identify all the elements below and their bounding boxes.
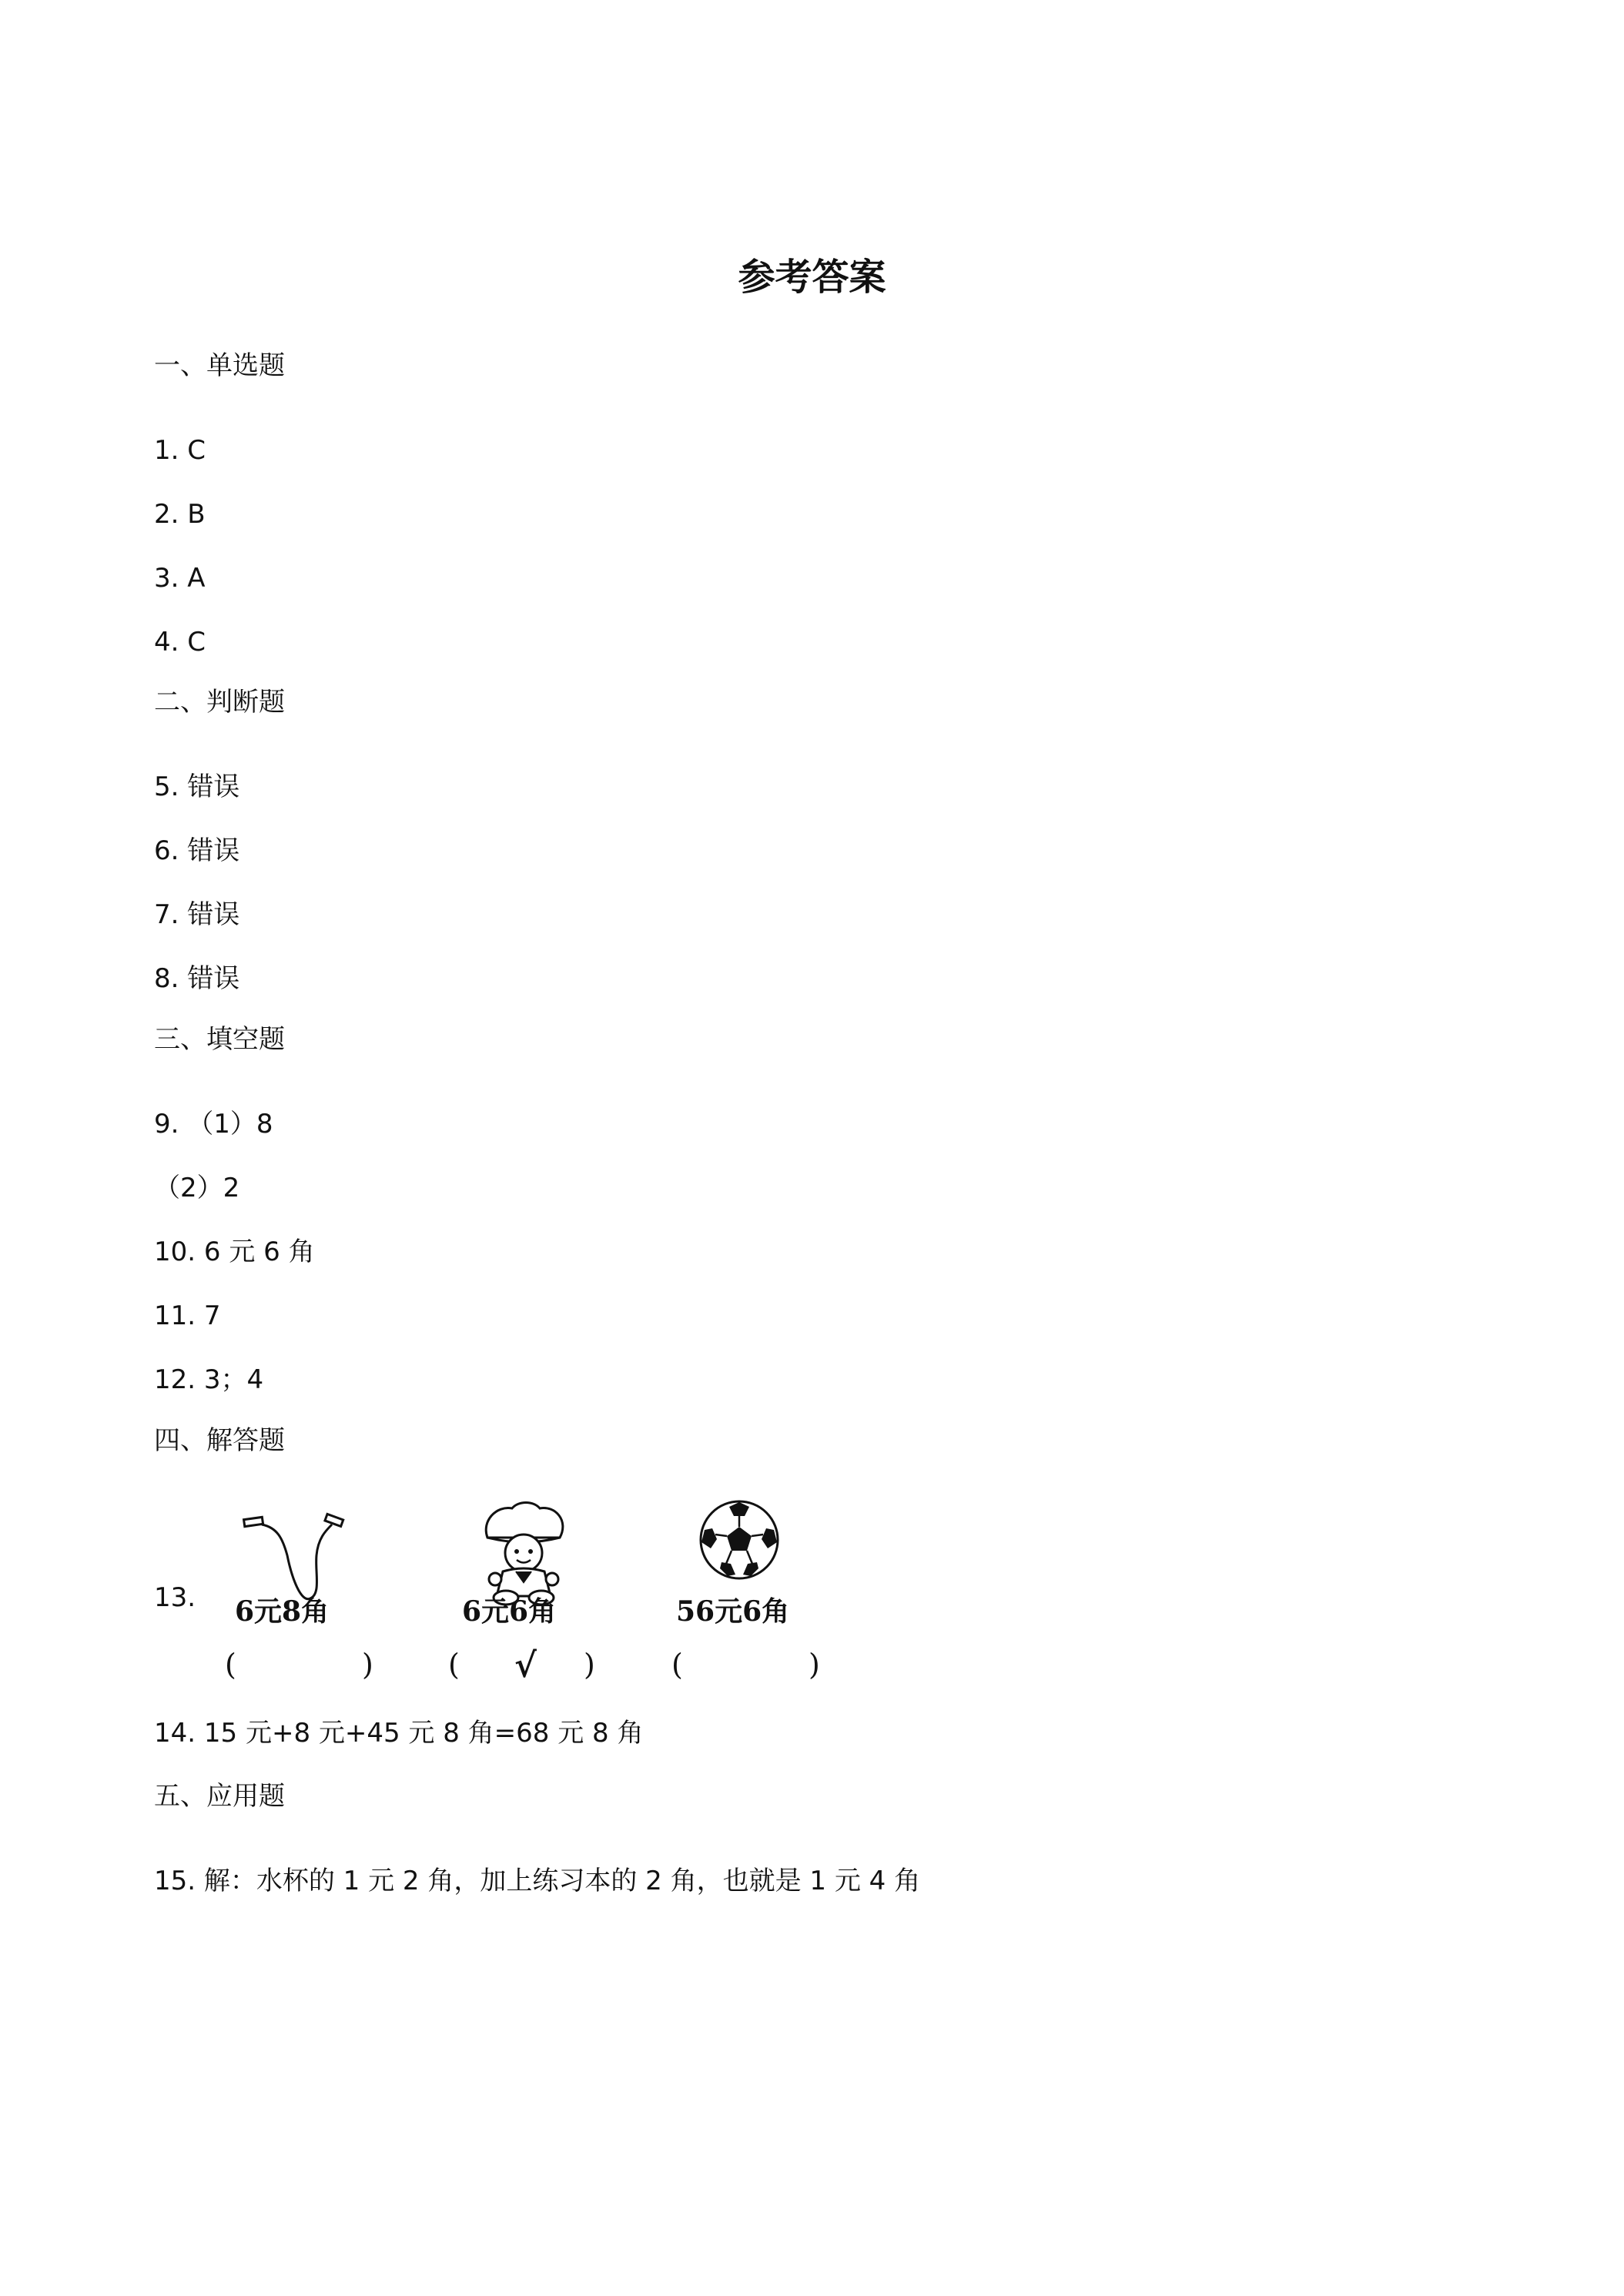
section-heading-solve: 四、解答题: [154, 1425, 285, 1456]
page-title: 参考答案: [738, 256, 886, 299]
section-heading-true-false: 二、判断题: [154, 687, 285, 718]
section-heading-application: 五、应用题: [154, 1781, 285, 1812]
answer-11: 11. 7: [154, 1300, 221, 1331]
answer-9: 9. （1）8: [154, 1109, 273, 1140]
answer-13-label: 13.: [154, 1582, 196, 1613]
section-heading-fill-blank: 三、填空题: [154, 1024, 285, 1055]
soccer-ball-icon: [697, 1498, 782, 1582]
section-heading-single-choice: 一、单选题: [154, 350, 285, 381]
answer-2: 2. B: [154, 499, 206, 530]
paren-open-3: (: [671, 1648, 683, 1682]
paren-open-2: (: [448, 1648, 460, 1682]
paren-close-2: ): [584, 1648, 595, 1682]
answer-12: 12. 3；4: [154, 1364, 264, 1395]
answer-10: 10. 6 元 6 角: [154, 1237, 315, 1267]
answer-4: 4. C: [154, 627, 206, 658]
answer-1: 1. C: [154, 435, 206, 466]
answer-5: 5. 错误: [154, 771, 240, 802]
answer-7: 7. 错误: [154, 899, 240, 930]
paren-open-1: (: [225, 1648, 236, 1682]
answer-9-part-2: （2）2: [154, 1173, 240, 1203]
answer-15: 15. 解：水杯的 1 元 2 角，加上练习本的 2 角，也就是 1 元 4 角: [154, 1866, 921, 1896]
answer-6: 6. 错误: [154, 835, 240, 866]
price-jump-rope: 6元8角: [235, 1595, 330, 1628]
answer-8: 8. 错误: [154, 963, 240, 994]
price-soccer-ball: 56元6角: [676, 1595, 790, 1628]
paren-close-1: ): [362, 1648, 373, 1682]
answer-14: 14. 15 元+8 元+45 元 8 角=68 元 8 角: [154, 1718, 644, 1749]
answer-3: 3. A: [154, 563, 206, 594]
price-doll: 6元6角: [462, 1595, 557, 1628]
paren-close-3: ): [809, 1648, 820, 1682]
check-mark: √: [514, 1646, 537, 1685]
